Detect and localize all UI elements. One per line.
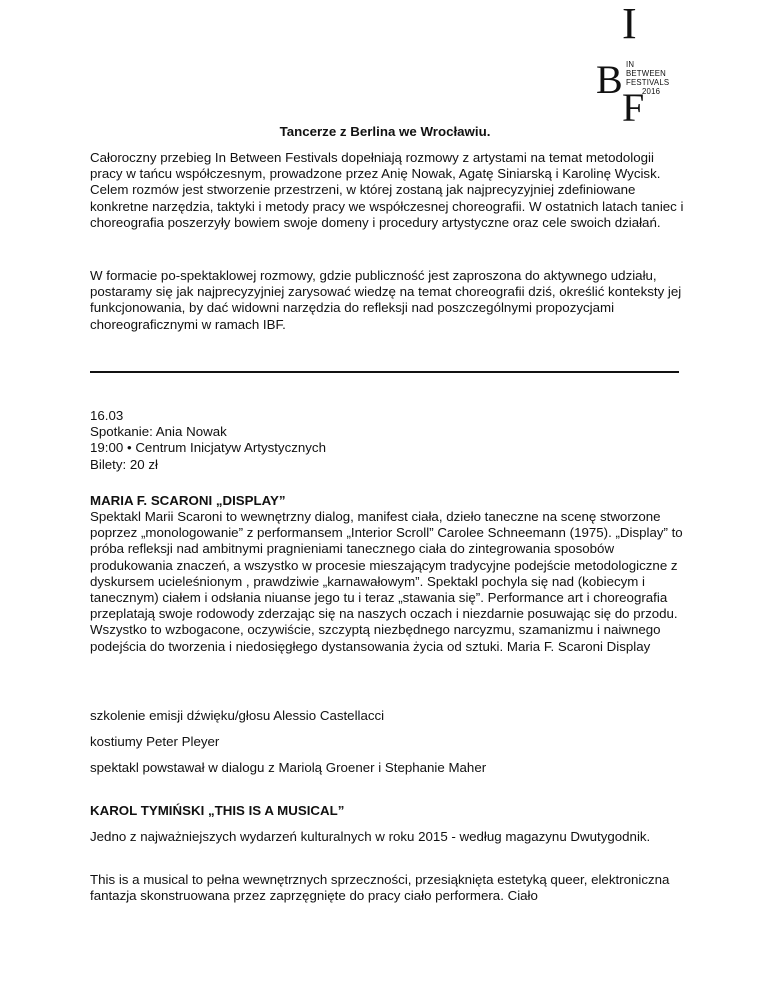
- logo-letter-b: B: [596, 57, 623, 102]
- logo-line-year: 2016: [642, 87, 661, 96]
- credit-dialogue: spektakl powstawał w dialogu z Mariolą Groener i Stephanie Maher: [90, 760, 487, 775]
- intro-paragraph-1: Całoroczny przebieg In Between Festivals dopełniają rozmowy z artystami na temat metodologii pracy w tańcu współczesnym, prowadzone przez Anię Nowak, Agatę Siniarską i Karolinę Wycisk. Celem rozmów jest stworzenie przestrzeni, w której zostaną jak najprecyzyjniej zdefiniowane konkretne narzędzia, taktyki i metody pracy we współczesnej choreografii. W ostatnich latach taniec i choreografia poszerzyły bowiem swoje domeny i procedury artystyczne oraz cele swoich działań.: [90, 150, 684, 230]
- intro-paragraph-2: W formacie po-spektaklowej rozmowy, gdzie publiczność jest zaproszona do aktywnego udziału, postaramy się jak najprecyzyjniej zarysować wiedzę na temat choreografii dziś, określić konteksty jej funkcjonowania, by dać widowni narzędzia do refleksji nad poszczególnymi propozycjami choreograficznymi w ramach IBF.: [90, 268, 682, 332]
- credit-voice: szkolenie emisji dźwięku/głosu Alessio Castellacci: [90, 708, 385, 723]
- section-paragraph-musical-1: Jedno z najważniejszych wydarzeń kulturalnych w roku 2015 - według magazynu Dwutygodnik.: [90, 829, 651, 844]
- event-time-place: 19:00 • Centrum Inicjatyw Artystycznych: [90, 440, 326, 456]
- event-meeting: Spotkanie: Ania Nowak: [90, 424, 227, 440]
- logo-letter-f: F: [622, 85, 645, 130]
- event-info: [90, 408, 690, 473]
- section-paragraph-musical-2: This is a musical to pełna wewnętrznych sprzeczności, przesiąknięta estetyką queer, elektroniczna fantazja skonstruowana przez zaprzęgnięte do pracy ciało performera. Ciało: [90, 872, 670, 904]
- festival-logo: [596, 0, 706, 130]
- logo-letter-i: I: [622, 0, 637, 48]
- logo-line-in: IN: [626, 60, 635, 69]
- page-title: Tancerze z Berlina we Wrocławiu.: [279, 124, 491, 139]
- event-tickets: Bilety: 20 zł: [90, 456, 158, 472]
- event-date: 16.03: [90, 408, 124, 423]
- logo-line-between: BETWEEN: [626, 69, 666, 78]
- section-description-display: Spektakl Marii Scaroni to wewnętrzny dialog, manifest ciała, dzieło taneczne na scenę stworzone poprzez „monologowanie” z performansem „Interior Scroll” Carolee Schneemann (1975). „Display” to próba refleksji nad ambitnymi pragnieniami tanecznego ciała do zintegrowania sposobów produkowania znaczeń, a wszystko w procesie mieszającym tradycyjne podejście metodologiczne z dyskursem ucieleśnionym , prawdziwie „karnawałowym”. Spektakl pochyla się nad (kobiecym i tanecznym) ciałem i odsłania niuanse jego tu i teraz „stawania się”. Performance art i choreografia przeplatają swoje rodowody zderzając się na naszych oczach i niezdarnie posuwając się do przodu. Wszystko to wzbogacone, oczywiście, szczyptą niezbędnego narcyzmu, szamanizmu i naiwnego podejścia do tworzenia i niedosięgłego dystansowania życia od sztuki. Maria F. Scaroni Display: [90, 509, 683, 654]
- section-heading-musical: KAROL TYMIŃSKI „THIS IS A MUSICAL”: [90, 803, 345, 818]
- horizontal-divider: [90, 371, 679, 373]
- logo-line-festivals: FESTIVALS: [626, 78, 670, 87]
- section-heading-display: MARIA F. SCARONI „DISPLAY”: [90, 493, 286, 508]
- credit-costumes: kostiumy Peter Pleyer: [90, 734, 220, 749]
- logo-wordmark: [626, 60, 686, 96]
